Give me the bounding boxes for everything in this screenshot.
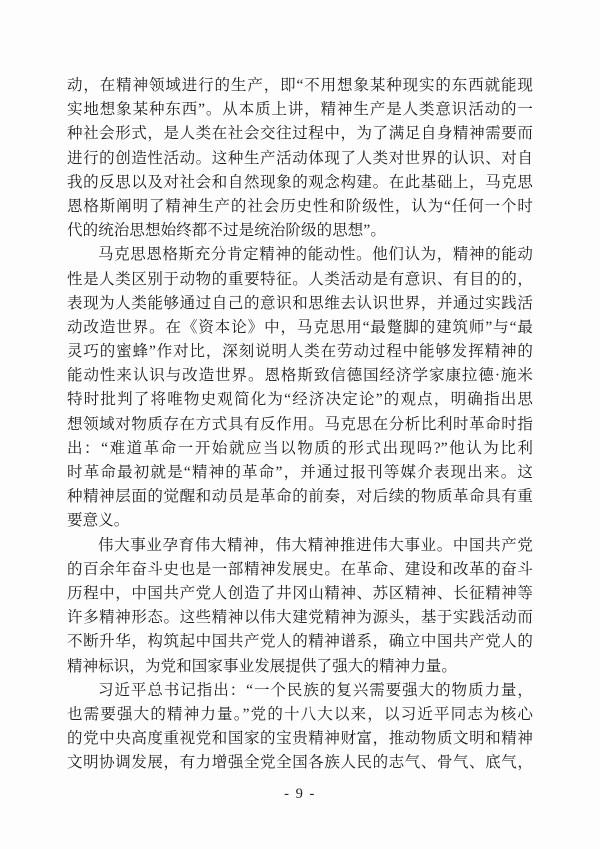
text-line: 表现为人类能够通过自己的意识和思维去认识世界，并通过实践活 xyxy=(67,294,533,312)
text-line: 历程中，中国共产党人创造了井冈山精神、苏区精神、长征精神等 xyxy=(67,584,533,602)
text-line: 习近平总书记指出：“一个民族的复兴需要强大的物质力量， xyxy=(98,681,533,699)
text-line: 实地想象某种东西”。从本质上讲，精神生产是人类意识活动的一 xyxy=(67,101,533,119)
text-line: 精神标识，为党和国家事业发展提供了强大的精神力量。 xyxy=(67,657,458,675)
text-line: 文明协调发展，有力增强全党全国各族人民的志气、骨气、底气， xyxy=(67,754,533,772)
body-text xyxy=(67,74,533,775)
page-number: - 9 - xyxy=(284,786,316,802)
text-line: 动改造世界。在《资本论》中，马克思用“最蹩脚的建筑师”与“最 xyxy=(67,318,533,336)
text-line: 性是人类区别于动物的重要特征。人类活动是有意识、有目的的， xyxy=(67,270,533,288)
text-line: 恩格斯阐明了精神生产的社会历史性和阶级性，认为“任何一个时 xyxy=(67,197,533,215)
text-line: 不断升华，构筑起中国共产党人的精神谱系，确立中国共产党人的 xyxy=(67,633,533,651)
text-line: 的百余年奋斗史也是一部精神发展史。在革命、建设和改革的奋斗 xyxy=(67,560,533,578)
text-line: 想领域对物质存在方式具有反作用。马克思在分析比利时革命时指 xyxy=(67,415,533,433)
text-line: 马克思恩格斯充分肯定精神的能动性。他们认为，精神的能动 xyxy=(98,246,533,264)
text-line: 代的统治思想始终都不过是统治阶级的思想”。 xyxy=(67,222,386,240)
text-line: 的党中央高度重视党和国家的宝贵精神财富，推动物质文明和精神 xyxy=(67,730,533,748)
text-line: 特时批判了将唯物史观简化为“经济决定论”的观点，明确指出思 xyxy=(67,391,533,409)
text-line: 时革命最初就是“精神的革命”，并通过报刊等媒介表现出来。这 xyxy=(67,464,533,481)
text-line: 种社会形式，是人类在社会交往过程中，为了满足自身精神需要而 xyxy=(67,125,533,143)
text-line: 出：“难道革命一开始就应当以物质的形式出现吗?”他认为比利 xyxy=(67,439,533,457)
paragraph xyxy=(67,679,533,776)
text-line: 也需要强大的精神力量。”党的十八大以来，以习近平同志为核心 xyxy=(67,705,533,723)
text-line: 灵巧的蜜蜂”作对比，深刻说明人类在劳动过程中能够发挥精神的 xyxy=(67,343,533,361)
text-line: 种精神层面的觉醒和动员是革命的前奏，对后续的物质革命具有重 xyxy=(67,488,533,506)
text-line: 许多精神形态。这些精神以伟大建党精神为源头，基于实践活动而 xyxy=(67,609,533,627)
text-line: 我的反思以及对社会和自然现象的观念构建。在此基础上，马克思 xyxy=(67,173,533,191)
text-line: 能动性来认识与改造世界。恩格斯致信德国经济学家康拉德·施米 xyxy=(67,367,533,385)
text-line: 动，在精神领域进行的生产，即“不用想象某种现实的东西就能现 xyxy=(67,77,533,94)
paragraph xyxy=(67,243,533,533)
text-line: 伟大事业孕育伟大精神，伟大精神推进伟大事业。中国共产党 xyxy=(98,536,533,554)
text-line: 进行的创造性活动。这种生产活动体现了人类对世界的认识、对自 xyxy=(67,149,533,167)
paragraph xyxy=(67,534,533,679)
text-line: 要意义。 xyxy=(67,512,130,530)
paragraph xyxy=(67,74,533,243)
